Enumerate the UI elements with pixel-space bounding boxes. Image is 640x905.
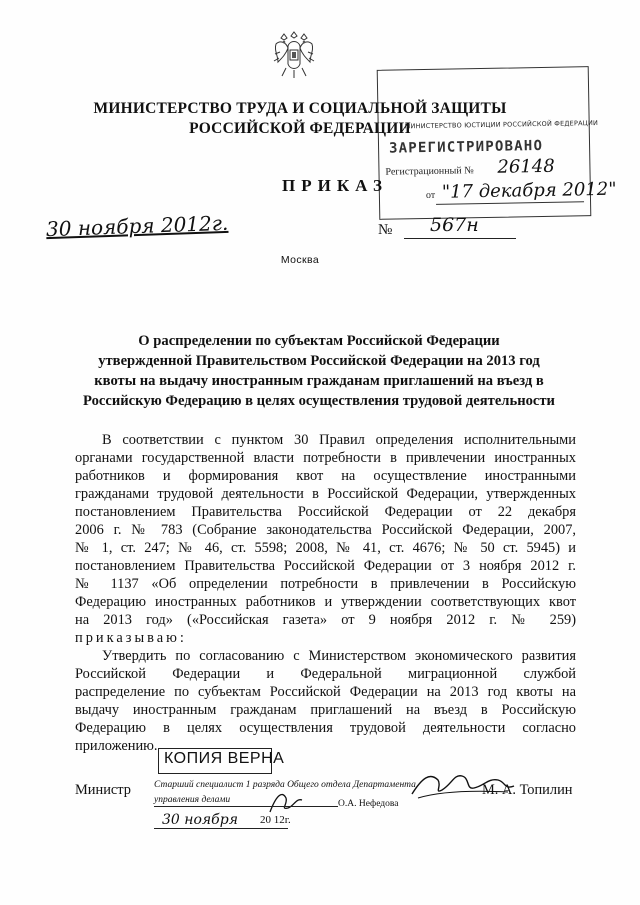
city: Москва (280, 254, 320, 266)
ministry-name-line1: МИНИСТЕРСТВО ТРУДА И СОЦИАЛЬНОЙ ЗАЩИТЫ (93, 100, 507, 117)
registration-stamp-title: ЗАРЕГИСТРИРОВАНО (388, 137, 544, 157)
subject-line: О распределении по субъектам Российской Федерации (138, 333, 500, 349)
certifier-name: О.А. Нефедова (338, 799, 399, 809)
registration-date-label: от (425, 189, 436, 202)
signatory-position: Министр (75, 782, 131, 798)
certifier-position-line1: Старший специалист 1 разряда Общего отдела Департамента (154, 780, 416, 790)
signatory-name: М. А. Топилин (482, 782, 573, 798)
body-line: Российской Федерации и Федеральной миграционной службой (75, 666, 576, 682)
body-line: № 1137 «Об определении потребности в привлечении в Российскую (75, 576, 576, 592)
subject-line: квоты на выдачу иностранным гражданам приглашений на въезд в (94, 373, 544, 389)
coat-of-arms-emblem (270, 28, 318, 80)
copy-certification-stamp (150, 748, 416, 840)
certification-date-underline (154, 828, 288, 829)
body-line: приложению. (75, 738, 158, 754)
body-line: 2006 г. № 783 (Собрание законодательства Российской Федерации, 2007, (75, 522, 576, 538)
body-line: распределение по субъектам Российской Федерации на 2013 год квоты на (75, 684, 576, 700)
subject-line: утвержденной Правительством Российской Федерации на 2013 год (98, 353, 540, 369)
body-line: гражданами трудовой деятельности в Российской Федерации, утвержденных (75, 486, 576, 502)
order-word: приказываю: (75, 630, 187, 646)
body-line: органами государственной власти потребности в привлечении иностранных (75, 450, 576, 466)
body-line: на 2013 год» («Российская газета» от 9 ноября 2012 г. № 259) (75, 612, 576, 628)
registration-number: 26148 (497, 155, 555, 178)
body-line: В соответствии с пунктом 30 Правил определения исполнительными (102, 432, 576, 448)
body-line: Федерацию в целях осуществления трудовой деятельности согласно (75, 720, 576, 736)
copy-stamp-title: КОПИЯ ВЕРНА (164, 750, 285, 767)
order-number-label: № (378, 222, 393, 238)
registration-stamp (377, 66, 617, 220)
body-line: № 1, ст. 247; № 46, ст. 5598; 2008, № 41, ст. 4676; № 50 ст. 5945) и (75, 540, 576, 556)
body-line: Федерацию иностранных работников и утверждении соответствующих квот (75, 594, 576, 610)
order-number: 567н (430, 214, 479, 236)
certifier-underline (154, 806, 338, 807)
order-number-underline (404, 238, 516, 239)
registration-number-label: Регистрационный № (385, 165, 474, 178)
certifier-position-line2: управления делами (154, 795, 231, 805)
order-title: ПРИКАЗ (282, 176, 388, 195)
order-date: 30 ноября 2012г. (45, 210, 229, 242)
ministry-name-line2: РОССИЙСКОЙ ФЕДЕРАЦИИ (189, 120, 411, 137)
registration-date: "17 декабря 2012" (441, 178, 617, 203)
body-line: выдачу иностранным гражданам приглашений на въезд в Российскую (75, 702, 576, 718)
certification-year: 20 12г. (260, 814, 291, 826)
certification-date: 30 ноября (162, 812, 238, 828)
body-line: постановлением Правительства Российской Федерации от 3 ноября 2012 г. (75, 558, 576, 574)
body-line: работников и формирования квот на осуществление иностранными (75, 468, 576, 484)
order-subject (80, 331, 558, 411)
body-line: Утвердить по согласованию с Министерством экономического развития (102, 648, 576, 664)
subject-line: Российскую Федерацию в целях осуществления трудовой деятельности (83, 393, 555, 409)
registration-stamp-header: МИНИСТЕРСТВО ЮСТИЦИИ РОССИЙСКОЙ ФЕДЕРАЦИИ (404, 119, 599, 131)
body-line: постановлением Правительства Российской Федерации от 22 декабря (75, 504, 576, 520)
